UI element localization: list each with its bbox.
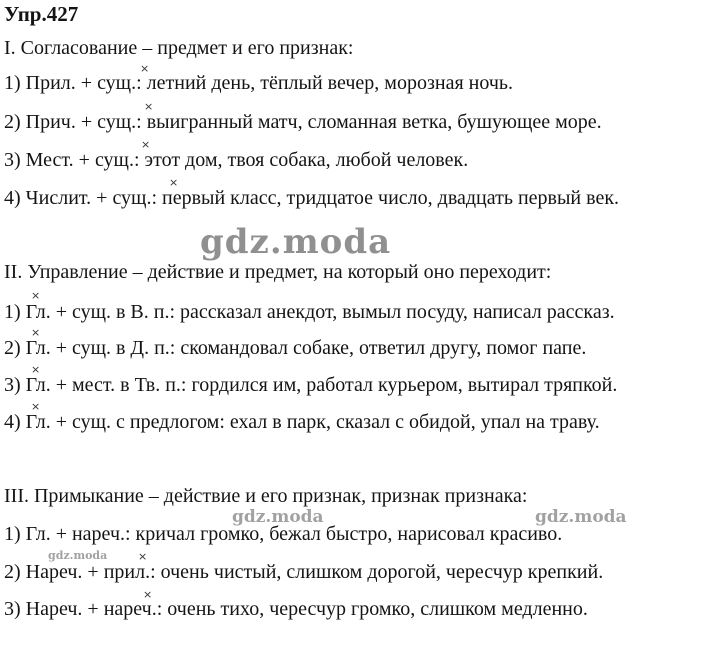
cross-mark: × <box>138 550 148 563</box>
cross-mark: × <box>140 62 150 75</box>
section-1-heading: I. Согласование – предмет и его признак: <box>4 37 354 59</box>
watermark-medium-1: gdz.moda <box>232 507 324 527</box>
section-3-heading: III. Примыкание – действие и его признак, признак признака: <box>4 485 528 507</box>
exercise-title: Упр.427 <box>4 2 79 26</box>
cross-mark: × <box>31 400 41 413</box>
section-1-item-1: 1) Прил. + сущ.: летний день, тёплый вечер, морозная ночь. <box>4 72 514 94</box>
section-1-item-3: 3) Мест. + сущ.: этот дом, твоя собака, любой человек. <box>4 149 469 171</box>
cross-mark: × <box>31 326 41 339</box>
section-2-heading: II. Управление – действие и предмет, на который оно переходит: <box>4 261 552 283</box>
watermark-medium-2: gdz.moda <box>535 507 627 527</box>
cross-mark: × <box>141 138 151 151</box>
section-2-item-3: 3) Гл. + мест. в Тв. п.: гордился им, работал курьером, вытирал тряпкой. <box>4 374 618 396</box>
cross-mark: × <box>169 176 179 189</box>
section-3-item-1: 1) Гл. + нареч.: кричал громко, бежал быстро, нарисовал красиво. <box>4 523 563 545</box>
watermark-large: gdz.moda <box>200 222 392 262</box>
watermark-small: gdz.moda <box>48 549 108 562</box>
section-3-item-2: 2) Нареч. + прил.: очень чистый, слишком дорогой, чересчур крепкий. <box>4 561 604 583</box>
cross-mark: × <box>143 588 153 601</box>
cross-mark: × <box>31 363 41 376</box>
cross-mark: × <box>144 100 154 113</box>
section-1-item-4: 4) Числит. + сущ.: первый класс, тридцатое число, двадцать первый век. <box>4 187 620 209</box>
section-3-item-3: 3) Нареч. + нареч.: очень тихо, чересчур громко, слишком медленно. <box>4 598 588 620</box>
section-2-item-2: 2) Гл. + сущ. в Д. п.: скомандовал собаке, ответил другу, помог папе. <box>4 337 587 359</box>
section-2-item-1: 1) Гл. + сущ. в В. п.: рассказал анекдот, вымыл посуду, написал рассказ. <box>4 301 615 323</box>
section-2-item-4: 4) Гл. + сущ. с предлогом: ехал в парк, сказал с обидой, упал на траву. <box>4 411 600 433</box>
section-1-item-2: 2) Прич. + сущ.: выигранный матч, сломанная ветка, бушующее море. <box>4 111 602 133</box>
cross-mark: × <box>31 289 41 302</box>
